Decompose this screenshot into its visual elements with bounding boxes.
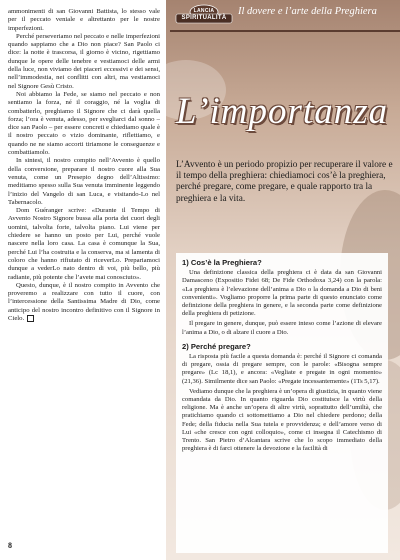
intro-text: L’Avvento è un periodo propizio per recuperare il valore e il tempo della preghiera: chiediamoci cos’è la preghiera, perché pregare, come pregare, e quale rapporto tra la preghiera e la vita. [176, 160, 393, 204]
section-paragraph: Vediamo dunque che la preghiera è un’opera di giustizia, in quanto viene comandata da Dio. In quanto riguarda Dio costituisce la virtù della religione. Ma è anche un’opera di altre virtù, soprattutto dell’umiltà, che pratichiamo quando ci sottomettiamo a Dio nel chiedere perdono; della Fede; della fiducia nella Sua tutela e provvidenza; e dell’amore verso di Lui «che cresce con ogni colloquio», come ci insegna il Catechismo di Trento. San Pietro d’Alcantara scrive che lo scopo immediato della preghiera è di farci ottenere la devozione e la facilità di [182, 387, 382, 453]
logo-top-text: LANCIA [193, 8, 215, 14]
left-paragraph-text: Questo, dunque, è il nostro compito in Avvento che proveremo a realizzare con tutto il cuore, con l’intercessione della Santissima Madre di Dio, come anticipo del nostro incontro definitivo con il Signore in Cielo. [8, 281, 160, 323]
section-paragraph: La risposta più facile a questa domanda è: perché il Signore ci comanda di pregare, ossia di pregare sempre, con le parole: «Bisogna sempre pregare» (Lc 18,1), e ancora: «Vegliate e pregate in ogni momento» (21,36). Similmente dice san Paolo: «Pregate incessantemente» (1Ts 5,17). [182, 353, 382, 385]
section-title: Il dovere e l’arte della Preghiera [238, 6, 377, 17]
section-paragraph: Una definizione classica della preghiera ci è data da san Giovanni Damasceno (Expositio Fidei 68; De Fide Orthodoxa 3,24) con la parola: «La preghiera è l’elevazione dell’anima a Dio o la domanda a Dio di beni convenienti». Vogliamo proporre la prima parte di questo enunciato come definizione della preghiera in genere, e la seconda parte come definizione della preghiera di petizione. [182, 269, 382, 318]
page-number: 8 [8, 541, 12, 550]
left-paragraph: Noi abbiamo la Fede, se siamo nel peccato e non sentiamo la forza, né il coraggio, né la voglia di combatterlo, preghiamo il Signore che ci darà quella forza; l’ora è venuta, adesso, per svegliarci dal sonno – dice san Paolo – per essere concreti e chiediamo quale è il nostro peccato o vizio dominante, riflettiamo, e quando ne ne siamo accorti tiriamone le conseguenze e combattiamolo. [8, 90, 160, 157]
end-square-icon [27, 315, 34, 322]
left-paragraph: ammonimenti di san Giovanni Battista, lo stesso vale per il peccato veniale e altrettanto per le nostre imperfezioni. [8, 8, 160, 32]
main-title: L’importanza [176, 91, 389, 132]
left-paragraph-last [8, 282, 160, 324]
logo-bottom-text: SPIRITUALITÀ [181, 15, 227, 21]
section-heading: 2) Perché pregare? [182, 341, 251, 351]
section-paragraph: Il pregare in genere, dunque, può essere inteso come l’azione di elevare l’anima a Dio, o di alzare il cuore a Dio. [182, 320, 382, 336]
logo [174, 3, 234, 31]
left-column [8, 8, 160, 323]
section-heading: 1) Cos’è la Preghiera? [182, 258, 262, 267]
left-paragraph: Dom Guéranger scrive: «Durante il Tempo di Avvento Nostro Signore bussa alla porta dei cuori degli uomini, talvolta forte, talvolta piano. Lui viene per chiedere se hanno un posto per Lui, perché vuole nascere nella loro casa. La casa è comunque la Sua, perché Lui l’ha costruita e la conserva, ma si lamenta di coloro che hanno rifiutato di riceverLo. Prepariamoci dunque a vederLo nato dentro di voi, più bello, più radiante, più potente che l’avete mai conosciuto». [8, 207, 160, 281]
left-paragraph: Perché perseveriamo nel peccato e nelle imperfezioni quando sappiamo che a Dio non piace? San Paolo ci dice: la notte è trascorsa, il giorno è vicino, rigettiamo dunque le opere delle tenebre e vestiamoci delle armi della luce, non viviamo dei piaceri eccessivi e dei sensi, nell’immodestia, nei conflitti con altri, ma vestiamoci nel Signore Gesù Cristo. [8, 32, 160, 90]
article-box [176, 253, 388, 553]
header-divider [170, 30, 400, 32]
left-paragraph: In sintesi, il nostro compito nell’Avvento è quello della conversione, preparare il nostro cuore alla Sua venuta, come un Presepio degno dell’Altissimo: meditiamo spesso sulla Sua venuta imminente leggendo l’inizio del Vangelo di san Luca, e visitando-Lo nel Tabernacolo. [8, 157, 160, 206]
